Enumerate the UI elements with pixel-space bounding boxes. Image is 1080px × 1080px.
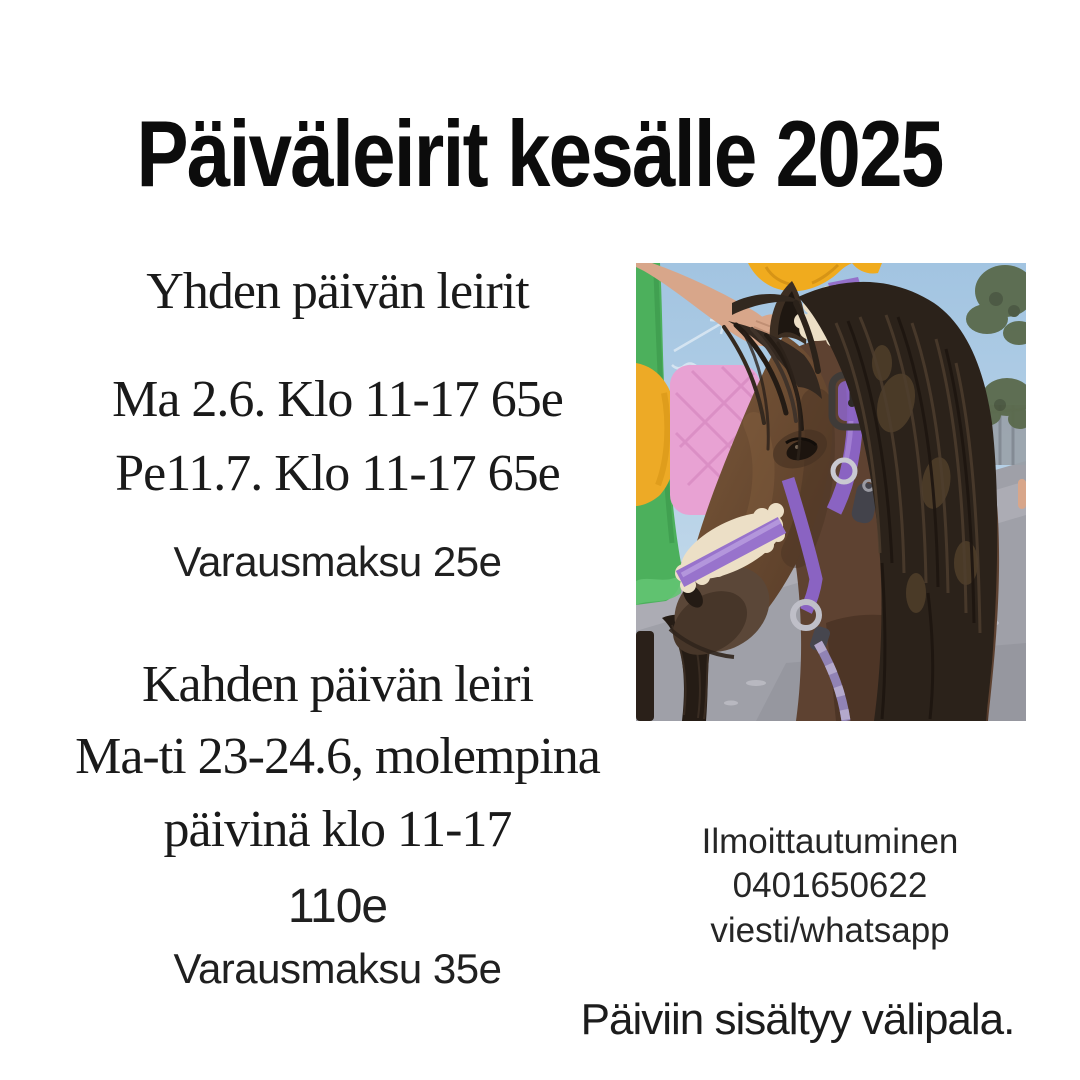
two-day-deposit-note: Varausmaksu 35e — [173, 945, 502, 992]
two-day-schedule-line-1: Ma-ti 23-24.6, molempina — [75, 728, 600, 785]
footer-note: Päiviin sisältyy välipala. — [580, 995, 1015, 1044]
registration-channel: viesti/whatsapp — [710, 911, 950, 950]
hand-sliver — [1018, 479, 1026, 509]
one-day-date-1: Ma 2.6. Klo 11-17 65e — [112, 371, 563, 428]
two-day-price: 110e — [287, 880, 388, 933]
two-day-heading: Kahden päivän leiri — [141, 656, 534, 713]
pony-photo — [636, 263, 1026, 721]
one-day-heading: Yhden päivän leirit — [146, 263, 529, 320]
page-title — [0, 102, 1080, 205]
page-title-text: Päiväleirit kesälle 2025 — [136, 101, 944, 206]
one-day-deposit-note: Varausmaksu 25e — [173, 538, 502, 585]
registration-heading: Ilmoittautuminen — [701, 822, 959, 861]
registration-phone: 0401650622 — [732, 866, 928, 905]
two-day-schedule-line-2: päivinä klo 11-17 — [163, 801, 512, 858]
one-day-date-2: Pe11.7. Klo 11-17 65e — [115, 445, 560, 502]
